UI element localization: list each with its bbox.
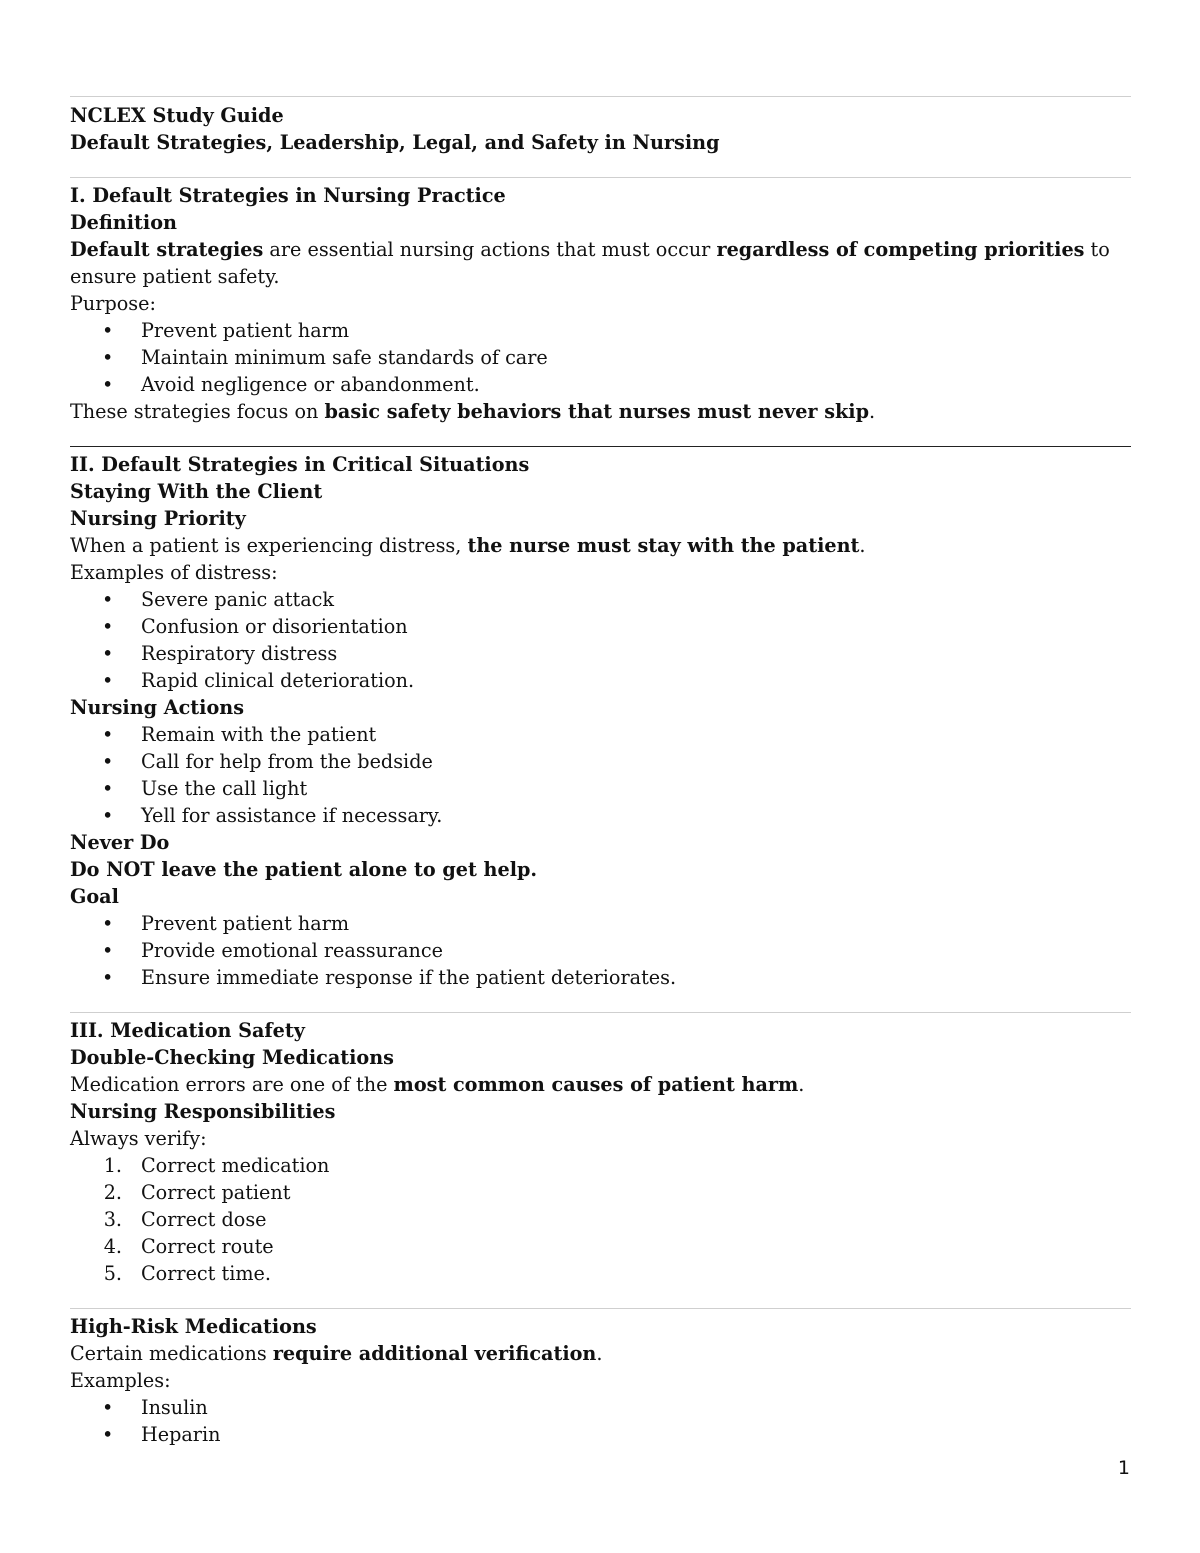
subheading: Double-Checking Medications <box>70 1046 394 1069</box>
list-item: • Severe panic attack <box>70 586 1131 613</box>
definition-paragraph: Default strategies are essential nursing actions that must occur regardless of competing priorities to ensure patient safety. <box>70 238 1110 288</box>
numbered-item: 4. Correct route <box>103 1235 274 1258</box>
verification-paragraph: Certain medications require additional verification. <box>70 1342 603 1365</box>
numbered-item: 5. Correct time. <box>103 1262 271 1285</box>
section-heading: III. Medication Safety <box>70 1019 305 1042</box>
list-item: • Ensure immediate response if the patient deteriorates. <box>70 964 1131 991</box>
list-item: • Avoid negligence or abandonment. <box>70 371 1131 398</box>
list-item: • Use the call light <box>70 775 1131 802</box>
list-item: • Remain with the patient <box>70 721 1131 748</box>
list-item: • Confusion or disorientation <box>70 613 1131 640</box>
priority-paragraph: When a patient is experiencing distress, the nurse must stay with the patient. <box>70 534 866 557</box>
examples-label: Examples of distress: <box>70 561 278 584</box>
numbered-item: 1. Correct medication <box>103 1154 330 1177</box>
subheading: Nursing Responsibilities <box>70 1100 336 1123</box>
list-item: • Prevent patient harm <box>70 910 1131 937</box>
subheading: Definition <box>70 211 177 234</box>
purpose-list <box>70 317 1131 398</box>
list-item: • Provide emotional reassurance <box>70 937 1131 964</box>
list-item: • Rapid clinical deterioration. <box>70 667 1131 694</box>
list-item: • Insulin <box>70 1394 1131 1421</box>
purpose-label: Purpose: <box>70 292 156 315</box>
verification-list <box>70 1152 1131 1287</box>
numbered-item: 2. Correct patient <box>103 1181 291 1204</box>
actions-list <box>70 721 1131 829</box>
list-item: • Call for help from the bedside <box>70 748 1131 775</box>
document-page <box>70 96 1131 1448</box>
document-title: NCLEX Study Guide <box>70 104 284 127</box>
verify-label: Always verify: <box>70 1127 207 1150</box>
list-item: • Yell for assistance if necessary. <box>70 802 1131 829</box>
numbered-item: 3. Correct dose <box>103 1208 267 1231</box>
examples-label: Examples: <box>70 1369 171 1392</box>
high-risk-list <box>70 1394 1131 1448</box>
subheading: Staying With the Client <box>70 480 323 503</box>
subheading: Nursing Priority <box>70 507 246 530</box>
subheading: Goal <box>70 885 119 908</box>
list-item: • Prevent patient harm <box>70 317 1131 344</box>
list-item: • Heparin <box>70 1421 1131 1448</box>
list-item: • Maintain minimum safe standards of care <box>70 344 1131 371</box>
goals-list <box>70 910 1131 991</box>
warning-text: Do NOT leave the patient alone to get help. <box>70 858 538 881</box>
distress-list <box>70 586 1131 694</box>
subheading: Nursing Actions <box>70 696 245 719</box>
summary-paragraph: These strategies focus on basic safety behaviors that nurses must never skip. <box>70 400 876 423</box>
section-heading: II. Default Strategies in Critical Situations <box>70 453 530 476</box>
section-heading: High-Risk Medications <box>70 1315 317 1338</box>
page-number: 1 <box>1117 1457 1130 1479</box>
errors-paragraph: Medication errors are one of the most common causes of patient harm. <box>70 1073 805 1096</box>
list-item: • Respiratory distress <box>70 640 1131 667</box>
section-heading: I. Default Strategies in Nursing Practice <box>70 184 506 207</box>
document-subtitle: Default Strategies, Leadership, Legal, and Safety in Nursing <box>70 131 720 154</box>
subheading: Never Do <box>70 831 170 854</box>
